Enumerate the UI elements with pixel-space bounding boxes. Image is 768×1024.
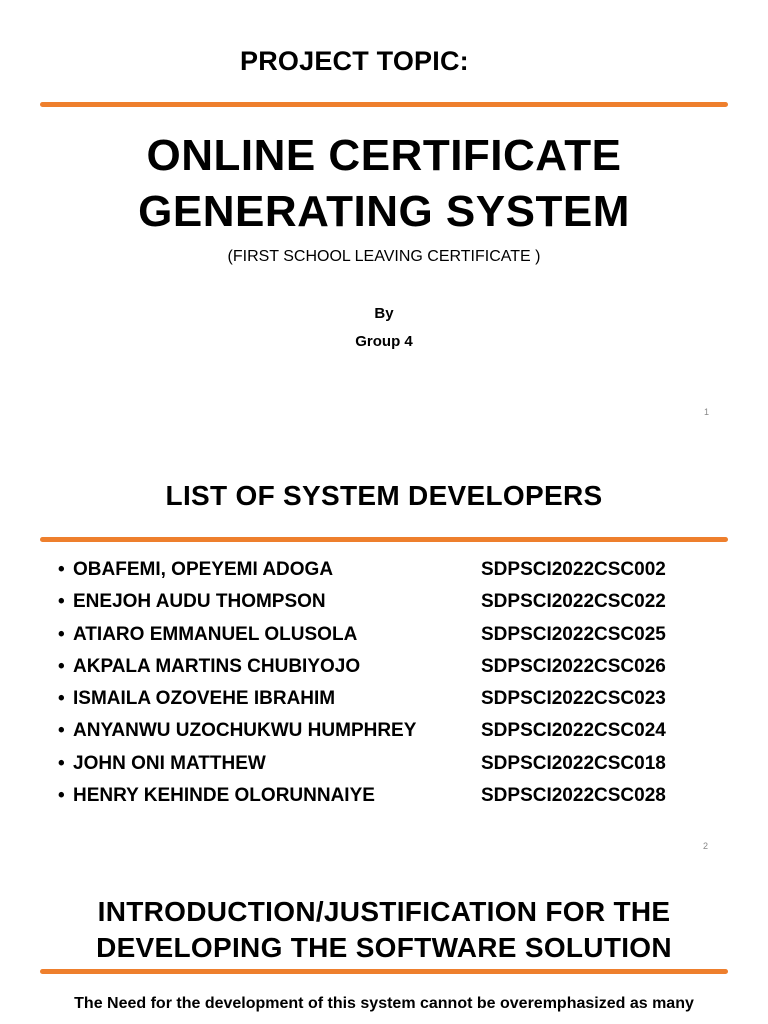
introduction-body: The Need for the development of this system cannot be overemphasized as many xyxy=(74,995,694,1012)
developer-list xyxy=(58,558,718,816)
developer-name: ANYANWU UZOCHUKWU HUMPHREY xyxy=(73,720,417,742)
developer-id: SDPSCI2022CSC023 xyxy=(481,688,666,710)
main-title xyxy=(0,128,768,240)
list-item xyxy=(58,558,718,590)
bullet-icon: • xyxy=(58,623,65,645)
orange-divider xyxy=(40,537,728,542)
bullet-icon: • xyxy=(58,720,65,742)
slide-number: 1 xyxy=(704,407,710,417)
list-item xyxy=(58,655,718,687)
bullet-icon: • xyxy=(58,591,65,613)
bullet-icon: • xyxy=(58,559,65,580)
developer-id: SDPSCI2022CSC028 xyxy=(481,785,666,807)
by-label: By xyxy=(374,305,394,322)
slide-title xyxy=(0,0,768,430)
developer-name: OBAFEMI, OPEYEMI ADOGA xyxy=(73,559,334,580)
bullet-icon: • xyxy=(58,688,65,710)
main-title-line-1: ONLINE CERTIFICATE xyxy=(146,131,622,180)
orange-divider xyxy=(40,969,728,974)
bullet-icon: • xyxy=(58,655,65,677)
slide-developers xyxy=(0,432,768,862)
list-item xyxy=(58,719,718,751)
developer-name: ATIARO EMMANUEL OLUSOLA xyxy=(73,623,358,645)
list-item xyxy=(58,687,718,719)
slide-number: 2 xyxy=(703,841,709,851)
developer-id: SDPSCI2022CSC022 xyxy=(481,591,666,613)
developers-heading: LIST OF SYSTEM DEVELOPERS xyxy=(165,480,603,511)
list-item xyxy=(58,623,718,655)
developer-id: SDPSCI2022CSC002 xyxy=(481,559,666,580)
bullet-icon: • xyxy=(58,752,65,774)
slide-introduction xyxy=(0,864,768,1024)
developer-id: SDPSCI2022CSC026 xyxy=(481,655,666,677)
subtitle: (FIRST SCHOOL LEAVING CERTIFICATE ) xyxy=(227,248,541,265)
bullet-icon: • xyxy=(58,785,65,807)
developer-name: JOHN ONI MATTHEW xyxy=(73,752,266,774)
project-topic-heading: PROJECT TOPIC: xyxy=(240,46,469,76)
list-item xyxy=(58,590,718,622)
developer-id: SDPSCI2022CSC024 xyxy=(481,720,666,742)
group-label: Group 4 xyxy=(355,333,413,350)
introduction-heading xyxy=(0,894,768,966)
orange-divider xyxy=(40,102,728,107)
introduction-heading-line-1: INTRODUCTION/JUSTIFICATION FOR THE xyxy=(97,896,671,927)
developer-name: AKPALA MARTINS CHUBIYOJO xyxy=(73,655,361,677)
introduction-heading-line-2: DEVELOPING THE SOFTWARE SOLUTION xyxy=(96,932,672,963)
developer-name: ISMAILA OZOVEHE IBRAHIM xyxy=(73,688,336,710)
developer-id: SDPSCI2022CSC025 xyxy=(481,623,666,645)
main-title-line-2: GENERATING SYSTEM xyxy=(138,187,630,236)
developer-name: HENRY KEHINDE OLORUNNAIYE xyxy=(73,785,375,807)
developer-id: SDPSCI2022CSC018 xyxy=(481,752,666,774)
developer-name: ENEJOH AUDU THOMPSON xyxy=(73,591,326,613)
list-item xyxy=(58,784,718,816)
list-item xyxy=(58,752,718,784)
